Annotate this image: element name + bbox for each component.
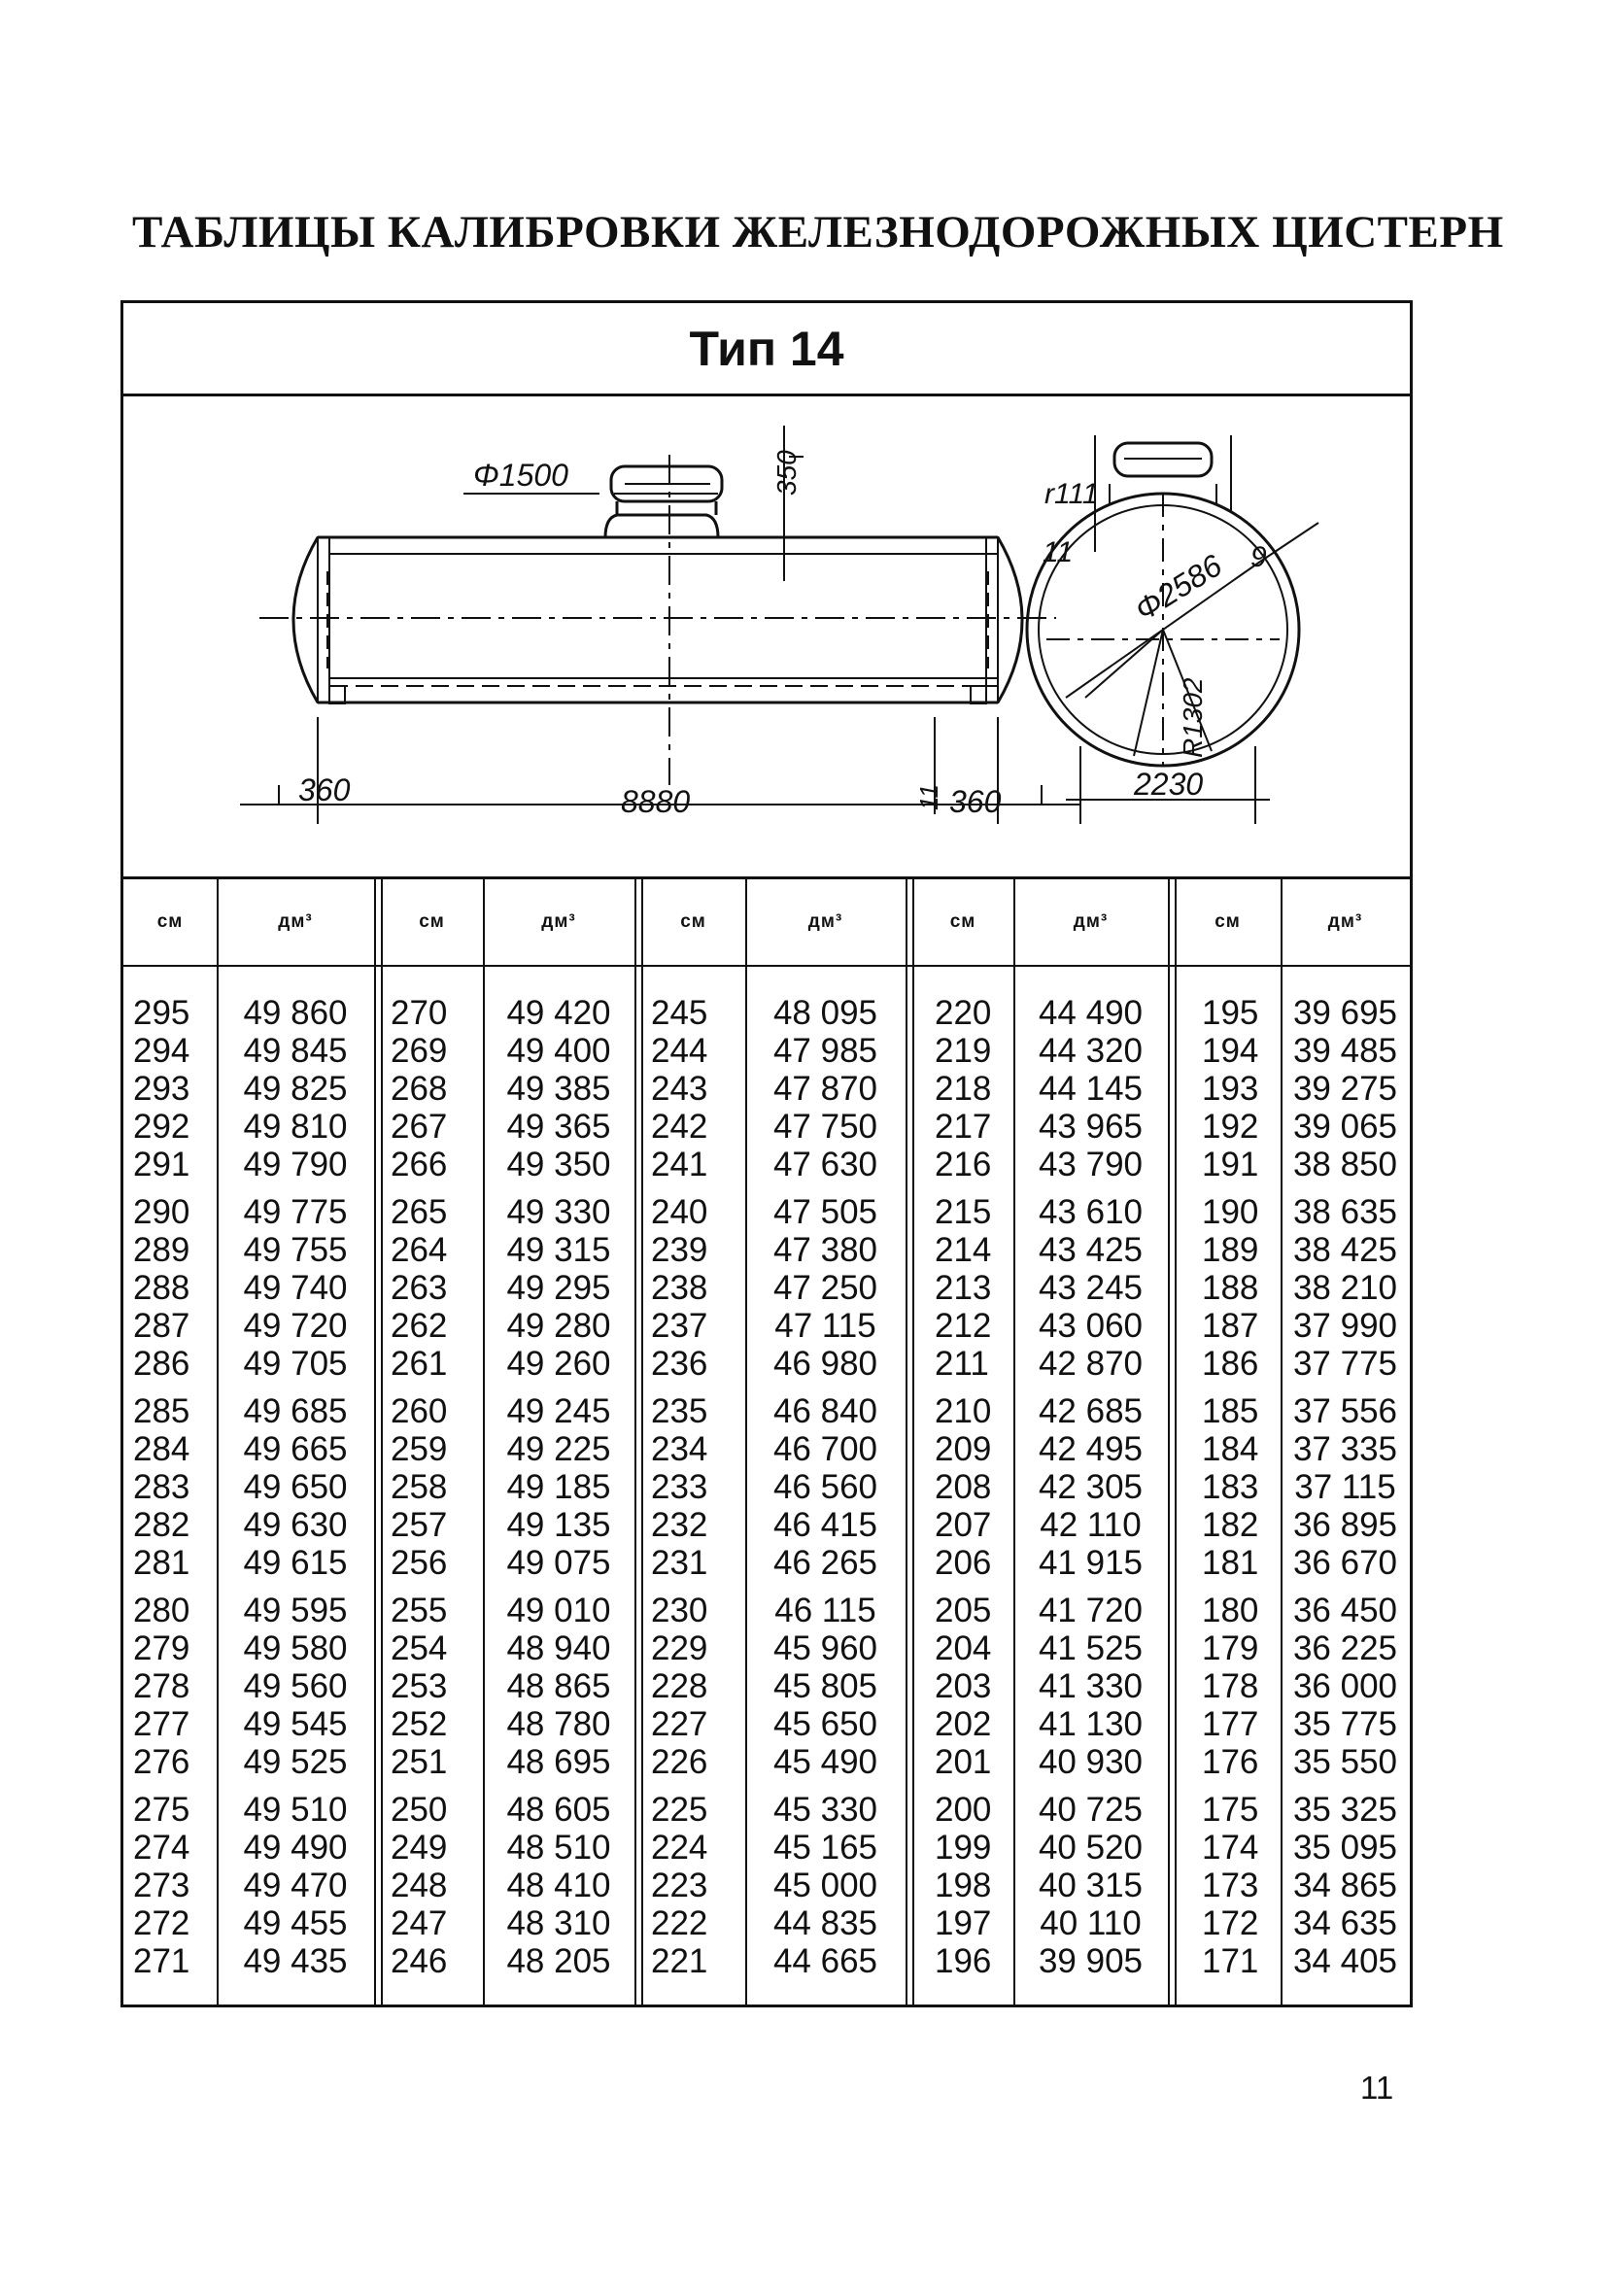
table-cell: 189: [1202, 1231, 1259, 1269]
table-cell: 201: [935, 1743, 992, 1781]
table-cell: 40 315: [1038, 1867, 1144, 1904]
table-cell: 49 490: [243, 1829, 348, 1867]
header-cm: см: [949, 911, 976, 932]
table-cell: 49 560: [243, 1667, 348, 1705]
table-cell: 49 825: [243, 1070, 348, 1108]
table-cell: 49 525: [243, 1743, 348, 1781]
table-cell: 186: [1202, 1345, 1259, 1383]
table-cell: 237: [651, 1307, 708, 1345]
table-cell: 41 720: [1038, 1592, 1144, 1629]
table-cell: 49 315: [506, 1231, 611, 1269]
dim-inner-radius: R1302: [1178, 677, 1208, 758]
table-cell: 49 455: [243, 1904, 348, 1942]
table-cell: 40 520: [1038, 1829, 1144, 1867]
table-cell: 190: [1202, 1193, 1259, 1231]
table-cell: 246: [391, 1942, 448, 1980]
calibration-frame: [120, 300, 1413, 2007]
table-cell: 268: [391, 1070, 448, 1108]
table-cell: 47 630: [772, 1146, 878, 1183]
table-cell: 177: [1202, 1705, 1259, 1743]
table-cell: 172: [1202, 1904, 1259, 1942]
table-cell: 215: [935, 1193, 992, 1231]
table-cell: 45 805: [772, 1667, 878, 1705]
table-cell: 228: [651, 1667, 708, 1705]
table-cell: 265: [391, 1193, 448, 1231]
table-cell: 49 665: [243, 1430, 348, 1468]
table-cell: 250: [391, 1791, 448, 1829]
table-cell: 39 695: [1292, 994, 1398, 1032]
table-cell: 37 775: [1292, 1345, 1398, 1383]
table-cell: 188: [1202, 1269, 1259, 1307]
table-cell: 44 320: [1038, 1032, 1144, 1070]
table-cell: 238: [651, 1269, 708, 1307]
header-dm3: дм³: [1073, 911, 1109, 932]
table-cell: 49 135: [506, 1506, 611, 1544]
table-cell: 283: [133, 1468, 190, 1506]
table-cell: 218: [935, 1070, 992, 1108]
column-cm: [1202, 994, 1281, 1980]
table-cell: 223: [651, 1867, 708, 1904]
dim-radius: r111: [1044, 478, 1099, 510]
table-cell: 213: [935, 1269, 992, 1307]
table-cell: 45 490: [772, 1743, 878, 1781]
table-cell: 185: [1202, 1392, 1259, 1430]
table-cell: 255: [391, 1592, 448, 1629]
table-cell: 39 065: [1292, 1108, 1398, 1146]
table-cell: 285: [133, 1392, 190, 1430]
table-cell: 272: [133, 1904, 190, 1942]
table-cell: 44 665: [772, 1942, 878, 1980]
table-cell: 43 425: [1038, 1231, 1144, 1269]
header-dm3: дм³: [541, 911, 576, 932]
table-cell: 46 265: [772, 1544, 878, 1582]
table-cell: 210: [935, 1392, 992, 1430]
table-cell: 225: [651, 1791, 708, 1829]
table-cell: 49 420: [506, 994, 611, 1032]
table-cell: 291: [133, 1146, 190, 1183]
table-cell: 46 560: [772, 1468, 878, 1506]
table-cell: 277: [133, 1705, 190, 1743]
dim-dome-height: 350: [771, 450, 802, 496]
table-cell: 40 930: [1038, 1743, 1144, 1781]
table-cell: 234: [651, 1430, 708, 1468]
table-cell: 40 725: [1038, 1791, 1144, 1829]
table-cell: 292: [133, 1108, 190, 1146]
table-cell: 263: [391, 1269, 448, 1307]
column-cm: [651, 994, 745, 1980]
table-cell: 224: [651, 1829, 708, 1867]
table-cell: 44 835: [772, 1904, 878, 1942]
table-cell: 35 775: [1292, 1705, 1398, 1743]
table-cell: 48 780: [506, 1705, 611, 1743]
table-cell: 43 965: [1038, 1108, 1144, 1146]
table-cell: 36 225: [1292, 1629, 1398, 1667]
table-cell: 47 985: [772, 1032, 878, 1070]
table-cell: 205: [935, 1592, 992, 1629]
table-cell: 235: [651, 1392, 708, 1430]
table-cell: 45 960: [772, 1629, 878, 1667]
table-cell: 198: [935, 1867, 992, 1904]
table-cell: 236: [651, 1345, 708, 1383]
table-cell: 49 245: [506, 1392, 611, 1430]
table-cell: 279: [133, 1629, 190, 1667]
table-cell: 48 865: [506, 1667, 611, 1705]
table-cell: 36 895: [1292, 1506, 1398, 1544]
table-cell: 260: [391, 1392, 448, 1430]
table-cell: 262: [391, 1307, 448, 1345]
table-cell: 290: [133, 1193, 190, 1231]
table-cell: 192: [1202, 1108, 1259, 1146]
table-cell: 42 495: [1038, 1430, 1144, 1468]
table-cell: 49 075: [506, 1544, 611, 1582]
table-cell: 36 450: [1292, 1592, 1398, 1629]
table-cell: 207: [935, 1506, 992, 1544]
table-cell: 288: [133, 1269, 190, 1307]
table-cell: 231: [651, 1544, 708, 1582]
table-cell: 49 330: [506, 1193, 611, 1231]
table-cell: 49 435: [243, 1942, 348, 1980]
table-cell: 200: [935, 1791, 992, 1829]
table-cell: 41 330: [1038, 1667, 1144, 1705]
table-cell: 41 525: [1038, 1629, 1144, 1667]
table-cell: 48 095: [772, 994, 878, 1032]
table-cell: 286: [133, 1345, 190, 1383]
tank-side-view: [240, 426, 1080, 824]
table-cell: 289: [133, 1231, 190, 1269]
table-cell: 45 165: [772, 1829, 878, 1867]
table-cell: 199: [935, 1829, 992, 1867]
table-cell: 37 335: [1292, 1430, 1398, 1468]
table-cell: 222: [651, 1904, 708, 1942]
table-cell: 287: [133, 1307, 190, 1345]
table-cell: 183: [1202, 1468, 1259, 1506]
table-cell: 219: [935, 1032, 992, 1070]
table-cell: 273: [133, 1867, 190, 1904]
table-cell: 240: [651, 1193, 708, 1231]
table-cell: 37 556: [1292, 1392, 1398, 1430]
table-cell: 174: [1202, 1829, 1259, 1867]
tank-drawing: [123, 396, 1410, 879]
table-cell: 270: [391, 994, 448, 1032]
table-cell: 178: [1202, 1667, 1259, 1705]
table-cell: 256: [391, 1544, 448, 1582]
table-cell: 206: [935, 1544, 992, 1582]
table-cell: 42 110: [1040, 1506, 1142, 1544]
table-cell: 49 810: [243, 1108, 348, 1146]
table-cell: 242: [651, 1108, 708, 1146]
table-cell: 45 330: [772, 1791, 878, 1829]
table-cell: 38 210: [1292, 1269, 1398, 1307]
table-cell: 43 610: [1038, 1193, 1144, 1231]
table-cell: 251: [391, 1743, 448, 1781]
table-cell: 36 670: [1292, 1544, 1398, 1582]
table-cell: 43 790: [1038, 1146, 1144, 1183]
table-cell: 48 410: [506, 1867, 611, 1904]
table-cell: 194: [1202, 1032, 1259, 1070]
table-cell: 42 305: [1038, 1468, 1144, 1506]
table-cell: 239: [651, 1231, 708, 1269]
table-cell: 204: [935, 1629, 992, 1667]
table-cell: 184: [1202, 1430, 1259, 1468]
table-cell: 49 650: [243, 1468, 348, 1506]
table-cell: 37 115: [1294, 1468, 1396, 1506]
table-cell: 39 275: [1292, 1070, 1398, 1108]
table-cell: 49 630: [243, 1506, 348, 1544]
table-cell: 233: [651, 1468, 708, 1506]
header-cm: см: [680, 911, 706, 932]
tank-type-label: Тип 14: [123, 303, 1410, 396]
table-cell: 49 510: [243, 1791, 348, 1829]
table-cell: 49 365: [506, 1108, 611, 1146]
table-cell: 48 310: [506, 1904, 611, 1942]
table-cell: 49 790: [243, 1146, 348, 1183]
table-cell: 180: [1202, 1592, 1259, 1629]
table-cell: 49 615: [243, 1544, 348, 1582]
table-cell: 254: [391, 1629, 448, 1667]
table-cell: 46 980: [772, 1345, 878, 1383]
table-cell: 220: [935, 994, 992, 1032]
table-cell: 45 000: [772, 1867, 878, 1904]
column-dm3: [745, 994, 906, 1980]
table-cell: 47 380: [772, 1231, 878, 1269]
table-cell: 227: [651, 1705, 708, 1743]
table-cell: 38 425: [1292, 1231, 1398, 1269]
table-cell: 209: [935, 1430, 992, 1468]
column-cm: [391, 994, 483, 1980]
table-cell: 35 095: [1292, 1829, 1398, 1867]
table-cell: 294: [133, 1032, 190, 1070]
table-cell: 49 720: [243, 1307, 348, 1345]
table-cell: 34 635: [1292, 1904, 1398, 1942]
table-cell: 35 325: [1292, 1791, 1398, 1829]
table-cell: 259: [391, 1430, 448, 1468]
table-cell: 176: [1202, 1743, 1259, 1781]
table-cell: 284: [133, 1430, 190, 1468]
table-cell: 49 705: [243, 1345, 348, 1383]
table-cell: 49 860: [243, 994, 348, 1032]
table-cell: 46 415: [772, 1506, 878, 1544]
table-cell: 49 845: [243, 1032, 348, 1070]
table-cell: 203: [935, 1667, 992, 1705]
table-cell: 47 750: [772, 1108, 878, 1146]
table-cell: 41 130: [1038, 1705, 1144, 1743]
table-cell: 49 225: [506, 1430, 611, 1468]
table-cell: 258: [391, 1468, 448, 1506]
dim-tank-diameter: Φ2586: [1128, 547, 1228, 628]
table-cell: 232: [651, 1506, 708, 1544]
table-cell: 43 245: [1038, 1269, 1144, 1307]
table-cell: 281: [133, 1544, 190, 1582]
table-cell: 196: [935, 1942, 992, 1980]
table-cell: 49 685: [243, 1392, 348, 1430]
table-cell: 171: [1202, 1942, 1259, 1980]
column-dm3: [1281, 994, 1410, 1980]
table-cell: 37 990: [1292, 1307, 1398, 1345]
table-cell: 182: [1202, 1506, 1259, 1544]
table-cell: 49 295: [506, 1269, 611, 1307]
table-cell: 229: [651, 1629, 708, 1667]
table-cell: 49 260: [506, 1345, 611, 1383]
dim-right-head: 360: [949, 784, 1002, 819]
table-cell: 202: [935, 1705, 992, 1743]
table-cell: 49 350: [506, 1146, 611, 1183]
table-cell: 42 685: [1038, 1392, 1144, 1430]
table-cell: 230: [651, 1592, 708, 1629]
table-cell: 181: [1202, 1544, 1259, 1582]
header-cm: см: [419, 911, 445, 932]
table-cell: 34 405: [1292, 1942, 1398, 1980]
table-cell: 261: [391, 1345, 448, 1383]
table-cell: 208: [935, 1468, 992, 1506]
table-cell: 47 870: [772, 1070, 878, 1108]
table-cell: 43 060: [1038, 1307, 1144, 1345]
table-cell: 173: [1202, 1867, 1259, 1904]
table-cell: 44 145: [1038, 1070, 1144, 1108]
table-cell: 49 755: [243, 1231, 348, 1269]
table-cell: 249: [391, 1829, 448, 1867]
table-cell: 34 865: [1292, 1867, 1398, 1904]
table-cell: 257: [391, 1506, 448, 1544]
table-cell: 264: [391, 1231, 448, 1269]
table-cell: 46 700: [772, 1430, 878, 1468]
table-cell: 45 650: [772, 1705, 878, 1743]
table-cell: 211: [935, 1345, 989, 1383]
table-cell: 47 505: [772, 1193, 878, 1231]
table-cell: 212: [935, 1307, 992, 1345]
column-dm3: [483, 994, 634, 1980]
table-cell: 195: [1202, 994, 1259, 1032]
table-cell: 47 250: [772, 1269, 878, 1307]
table-cell: 48 605: [506, 1791, 611, 1829]
table-cell: 35 550: [1292, 1743, 1398, 1781]
dim-wall: 11: [1043, 536, 1074, 568]
table-cell: 179: [1202, 1629, 1259, 1667]
dim-bottom: 11: [914, 784, 943, 810]
table-cell: 175: [1202, 1791, 1259, 1829]
table-cell: 243: [651, 1070, 708, 1108]
table-cell: 49 775: [243, 1193, 348, 1231]
table-cell: 252: [391, 1705, 448, 1743]
header-dm3: дм³: [807, 911, 843, 932]
table-cell: 49 580: [243, 1629, 348, 1667]
table-cell: 49 280: [506, 1307, 611, 1345]
header-cm: см: [156, 911, 184, 932]
table-cell: 39 485: [1292, 1032, 1398, 1070]
table-cell: 221: [651, 1942, 708, 1980]
header-dm3: дм³: [278, 911, 313, 932]
table-cell: 197: [935, 1904, 992, 1942]
column-dm3: [1013, 994, 1168, 1980]
table-cell: 48 205: [506, 1942, 611, 1980]
table-cell: 214: [935, 1231, 992, 1269]
table-cell: 49 400: [506, 1032, 611, 1070]
table-cell: 49 010: [506, 1592, 611, 1629]
table-cell: 275: [133, 1791, 190, 1829]
table-cell: 187: [1202, 1307, 1259, 1345]
table-cell: 241: [651, 1146, 708, 1183]
dim-length: 8880: [621, 784, 691, 819]
table-cell: 49 185: [506, 1468, 611, 1506]
table-cell: 274: [133, 1829, 190, 1867]
column-dm3: [217, 994, 374, 1980]
table-cell: 44 490: [1038, 994, 1144, 1032]
table-cell: 293: [133, 1070, 190, 1108]
table-cell: 42 870: [1038, 1345, 1144, 1383]
table-cell: 38 635: [1292, 1193, 1398, 1231]
header-dm3: дм³: [1327, 911, 1363, 932]
dim-width: 2230: [1134, 767, 1204, 802]
table-cell: 49 740: [243, 1269, 348, 1307]
table-cell: 48 510: [506, 1829, 611, 1867]
table-cell: 49 470: [243, 1867, 348, 1904]
table-cell: 40 110: [1040, 1904, 1142, 1942]
table-cell: 36 000: [1292, 1667, 1398, 1705]
table-cell: 49 385: [506, 1070, 611, 1108]
dim-shell: 9: [1250, 541, 1267, 573]
table-cell: 216: [935, 1146, 992, 1183]
dim-dome-diameter: Φ1500: [473, 458, 568, 493]
page-title: ТАБЛИЦЫ КАЛИБРОВКИ ЖЕЛЕЗНОДОРОЖНЫХ ЦИСТЕРН: [132, 207, 1504, 257]
table-cell: 39 905: [1038, 1942, 1144, 1980]
table-cell: 48 940: [506, 1629, 611, 1667]
page-number: 11: [1360, 2070, 1394, 2106]
table-cell: 46 840: [772, 1392, 878, 1430]
table-cell: 49 595: [243, 1592, 348, 1629]
table-cell: 278: [133, 1667, 190, 1705]
column-cm: [133, 994, 215, 1980]
table-cell: 191: [1202, 1146, 1259, 1183]
table-cell: 47 115: [774, 1307, 876, 1345]
table-cell: 41 915: [1038, 1544, 1144, 1582]
table-cell: 282: [133, 1506, 190, 1544]
table-cell: 49 545: [243, 1705, 348, 1743]
table-cell: 38 850: [1292, 1146, 1398, 1183]
table-cell: 276: [133, 1743, 190, 1781]
table-cell: 269: [391, 1032, 448, 1070]
table-cell: 280: [133, 1592, 190, 1629]
calibration-table: [123, 879, 1410, 2005]
table-cell: 266: [391, 1146, 448, 1183]
table-cell: 247: [391, 1904, 448, 1942]
table-cell: 253: [391, 1667, 448, 1705]
column-cm: [935, 994, 1013, 1980]
table-cell: 48 695: [506, 1743, 611, 1781]
table-cell: 46 115: [774, 1592, 876, 1629]
table-cell: 193: [1202, 1070, 1259, 1108]
table-cell: 248: [391, 1867, 448, 1904]
table-cell: 226: [651, 1743, 708, 1781]
table-cell: 295: [133, 994, 190, 1032]
table-cell: 245: [651, 994, 708, 1032]
dim-left-head: 360: [298, 772, 351, 807]
table-cell: 244: [651, 1032, 708, 1070]
header-cm: см: [1215, 911, 1241, 932]
table-cell: 217: [935, 1108, 992, 1146]
table-cell: 267: [391, 1108, 448, 1146]
table-cell: 271: [133, 1942, 190, 1980]
